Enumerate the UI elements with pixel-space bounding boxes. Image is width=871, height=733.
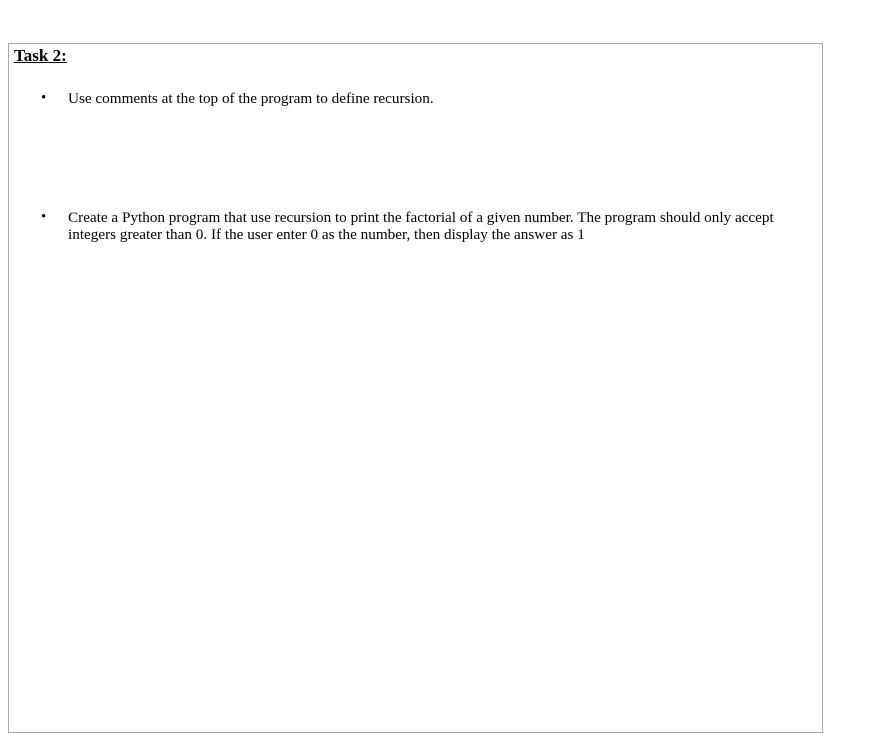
bullet-text: Use comments at the top of the program to define recursion. xyxy=(68,90,434,107)
task-title: Task 2: xyxy=(14,46,67,65)
task-container xyxy=(8,43,823,733)
bullet-marker: • xyxy=(41,209,47,225)
bullet-marker: • xyxy=(41,90,47,106)
bullet-text: Create a Python program that use recursion to print the factorial of a given number. The program should only accept integers greater than 0. If the user enter 0 as the number, then display the answer as 1 xyxy=(68,209,774,243)
